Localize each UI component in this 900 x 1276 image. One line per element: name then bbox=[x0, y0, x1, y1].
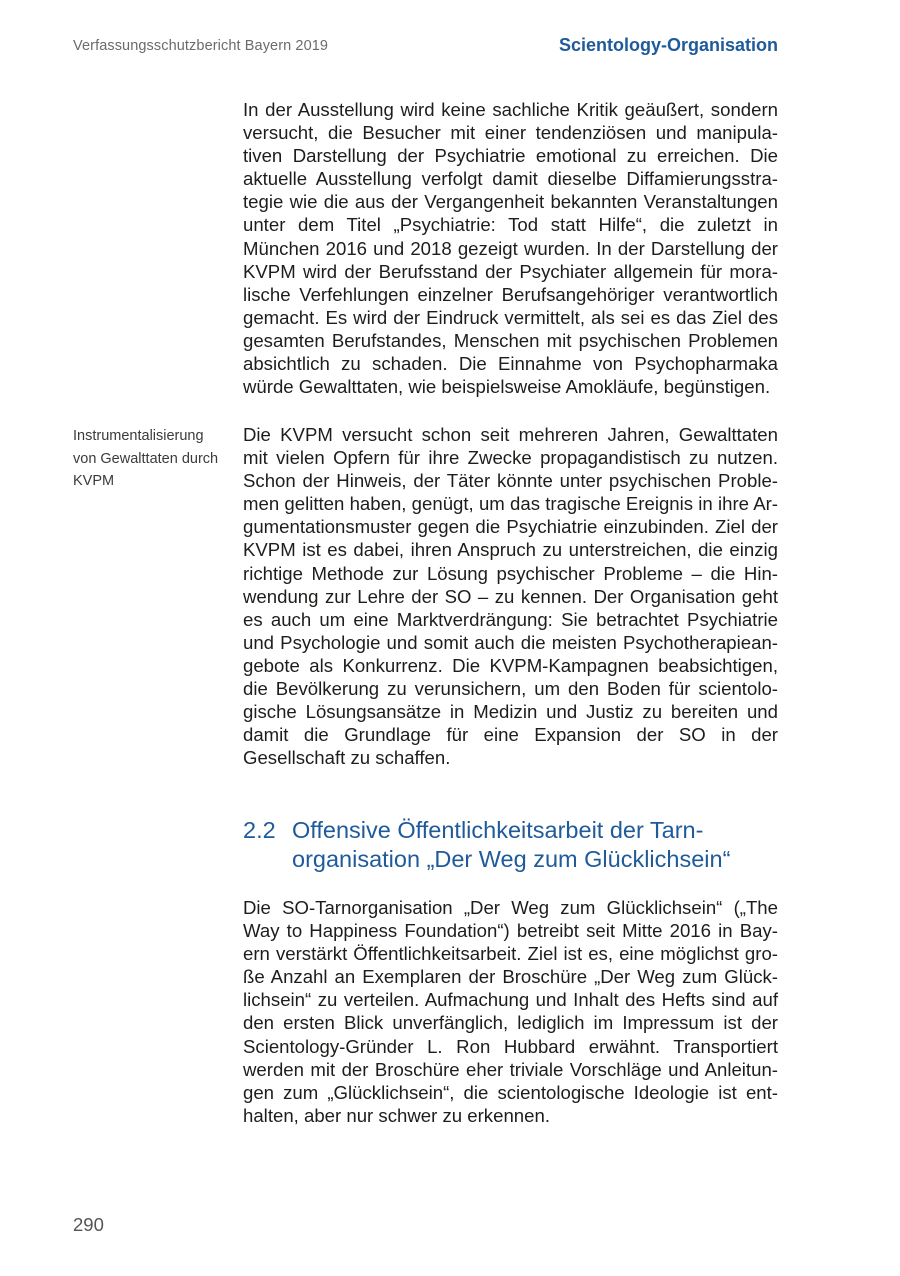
body-paragraph-2: Die KVPM versucht schon seit mehreren Jahren, Gewalttaten mit vielen Opfern für ihre Zwecke propagandistisch zu nutzen. Schon der Hinweis, der Täter könnte unter psychischen Problemen gelitten haben, genügt, um das tragische Ereignis in ihre Argumentationsmuster gegen die Psychiatrie einzubinden. Ziel der KVPM ist es dabei, ihren Anspruch zu unterstreichen, die einzig richtige Methode zur Lösung psychischer Probleme – die Hinwendung zur Lehre der SO – zu kennen. Der Organisation geht es auch um eine Marktverdrängung: Sie betrachtet Psychiatrie und Psychologie und somit auch die meisten Psychotherapieangebote als Konkurrenz. Die KVPM-Kampagnen beabsichtigen, die Bevölkerung zu verunsichern, um den Boden für scientologische Lösungsansätze in Medizin und Justiz zu bereiten und damit die Grundlage für eine Expansion der SO in der Gesellschaft zu schaffen. bbox=[243, 424, 778, 769]
section-number: 2.2 bbox=[243, 817, 276, 843]
page-number: 290 bbox=[73, 1214, 104, 1235]
margin-note: Instrumentalisierung von Gewalttaten durch KVPM bbox=[73, 428, 219, 489]
section-title: Offensive Öffentlichkeitsarbeit der Tarnorganisation „Der Weg zum Glücklichsein“ bbox=[292, 817, 731, 872]
running-header-title: Verfassungsschutzbericht Bayern 2019 bbox=[73, 38, 329, 54]
section-heading bbox=[243, 816, 803, 874]
body-paragraph-1: In der Ausstellung wird keine sachliche Kritik geäußert, sondern versucht, die Besucher mit einer tendenziösen und manipulativen Darstellung der Psychiatrie emotional zu erreichen. Die aktuelle Ausstellung verfolgt damit dieselbe Diffamierungsstrategie wie die aus der Vergangenheit bekannten Veranstaltungen unter dem Titel „Psychiatrie: Tod statt Hilfe“, die zuletzt in München 2016 und 2018 gezeigt wurden. In der Darstellung der KVPM wird der Berufsstand der Psychiater allgemein für moralische Verfehlungen einzelner Berufsangehöriger verantwortlich gemacht. Es wird der Eindruck vermittelt, als sei es das Ziel des gesamten Berufstandes, Menschen mit psychischen Problemen absichtlich zu schaden. Die Einnahme von Psychopharmaka würde Gewalttaten, wie beispielsweise Amokläufe, begünstigen. bbox=[243, 99, 778, 398]
body-paragraph-3: Die SO-Tarnorganisation „Der Weg zum Glücklichsein“ („The Way to Happiness Foundation“) betreibt seit Mitte 2016 in Bayern verstärkt Öffentlichkeitsarbeit. Ziel ist es, eine möglichst große Anzahl an Exemplaren der Broschüre „Der Weg zum Glücklichsein“ zu verteilen. Aufmachung und Inhalt des Hefts sind auf den ersten Blick unverfänglich, lediglich im Impressum ist der Scientology-Gründer L. Ron Hubbard erwähnt. Transportiert werden mit der Broschüre eher triviale Vorschläge und Anleitungen zum „Glücklichsein“, die scientologische Ideologie ist enthalten, aber nur schwer zu erkennen. bbox=[243, 897, 778, 1126]
running-header-chapter: Scientology-Organisation bbox=[558, 35, 778, 55]
